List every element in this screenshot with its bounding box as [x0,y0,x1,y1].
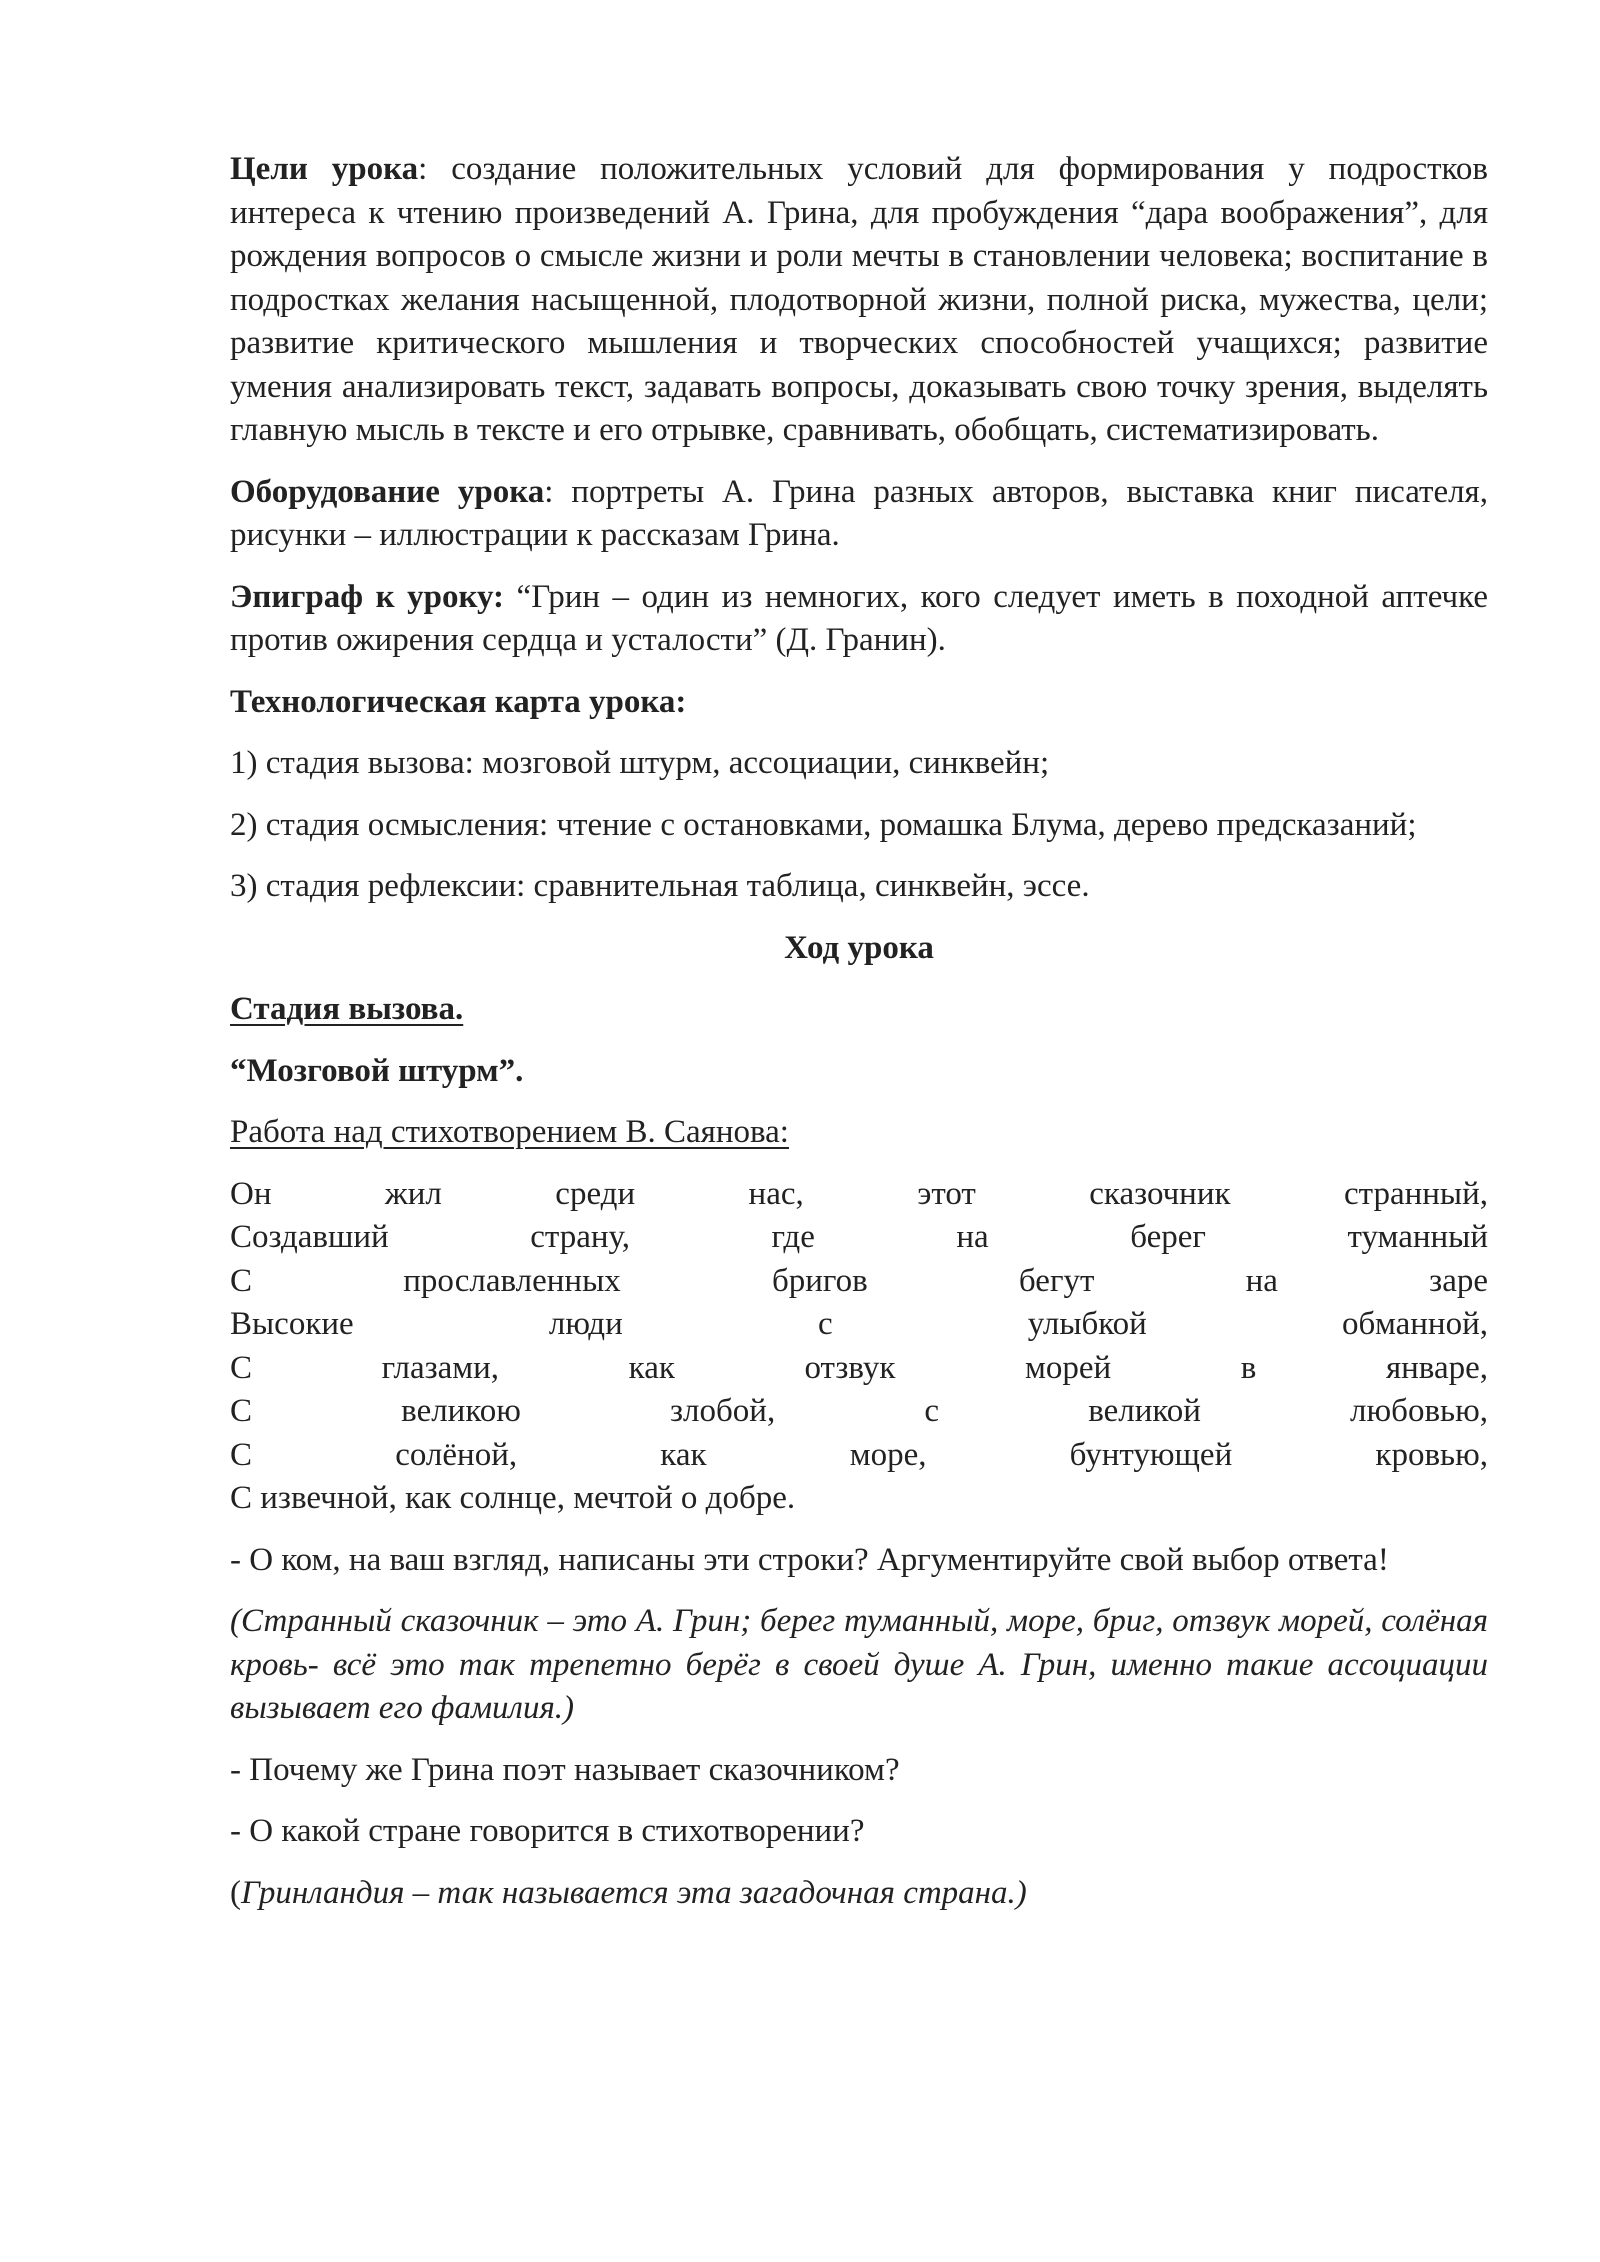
lesson-equipment-label: Оборудование урока [230,473,545,510]
poem-line: Он жил среди нас, этот сказочник странный, [230,1175,1488,1212]
brainstorm-heading [230,1050,1488,1094]
question-1: - О ком, на ваш взгляд, написаны эти строки? Аргументируйте свой выбор ответа! [230,1541,1389,1578]
lesson-progress-title: Ход урока [784,929,934,966]
answer-3-open-paren: ( [230,1874,241,1911]
poem-line: Высокие люди с улыбкой обманной, [230,1306,1488,1342]
lesson-goals-label: Цели урока [230,151,419,187]
tech-map-heading [230,681,1488,725]
stage-title: Стадия вызова. [230,991,464,1027]
brainstorm-title: “Мозговой штурм”. [230,1052,524,1089]
poem-line: С прославленных бригов бегут на заре [230,1262,1488,1299]
poem-line: С великою злобой, с великой любовью, [230,1393,1488,1429]
tech-map-item-1: 1) стадия вызова: мозговой штурм, ассоциации, синквейн; [230,745,1050,781]
answer-1: (Странный сказочник – это А. Грин; берег туманный, море, бриг, отзвук морей, солёная кровь- всё это так трепетно берёг в своей душе А. Грин, именно такие ассоциации вызывает его фамилия.) [230,1603,1488,1726]
lesson-goals-paragraph [230,148,1488,453]
lesson-goals-text: : создание положительных условий для формирования у подростков интереса к чтению произведений А. Грина, для пробуждения “дара воображения”, для рождения вопросов о смысле жизни и роли мечты в становлении человека; воспитание в подростках желания насыщенной, плодотворной жизни, полной риска, мужества, цели; развитие критического мышления и творческих способностей учащихся; развитие умения анализировать текст, задавать вопросы, доказывать свою точку зрения, выделять главную мысль в тексте и его отрывке, сравнивать, обобщать, систематизировать. [230,151,1488,448]
poem-intro [230,1111,1488,1155]
poem-line: С солёной, как море, бунтующей кровью, [230,1436,1488,1473]
answer-3 [230,1872,1488,1916]
answer-3-text: Гринландия – так называется эта загадочная страна.) [241,1874,1027,1911]
stage-heading [230,988,1488,1032]
poem [230,1173,1488,1521]
poem-line: С извечной, как солнце, мечтой о добре. [230,1480,796,1516]
question-3: - О какой стране говорится в стихотворении? [230,1813,865,1849]
document-page [230,148,1488,1933]
tech-map-title: Технологическая карта урока: [230,683,687,720]
question-2: - Почему же Грина поэт называет сказочником? [230,1751,900,1788]
lesson-progress-heading [230,927,1488,971]
epigraph-label: Эпиграф к уроку: [230,578,505,615]
lesson-equipment-text: : портреты А. Грина разных авторов, выставка книг писателя, рисунки – иллюстрации к рассказам Грина. [230,473,1488,553]
tech-map-item-3: 3) стадия рефлексии: сравнительная таблица, синквейн, эссе. [230,868,1090,904]
epigraph-text: “Грин – один из немногих, кого следует иметь в походной аптечке против ожирения сердца и усталости” (Д. Гранин). [230,578,1489,658]
tech-map-item-2: 2) стадия осмысления: чтение с остановками, ромашка Блума, дерево предсказаний; [230,806,1417,843]
poem-intro-text: Работа над стихотворением В. Саянова: [230,1114,789,1150]
poem-line: С глазами, как отзвук морей в январе, [230,1349,1488,1386]
lesson-equipment-paragraph [230,471,1488,558]
epigraph-paragraph [230,576,1488,663]
poem-line: Создавший страну, где на берег туманный [230,1219,1488,1255]
